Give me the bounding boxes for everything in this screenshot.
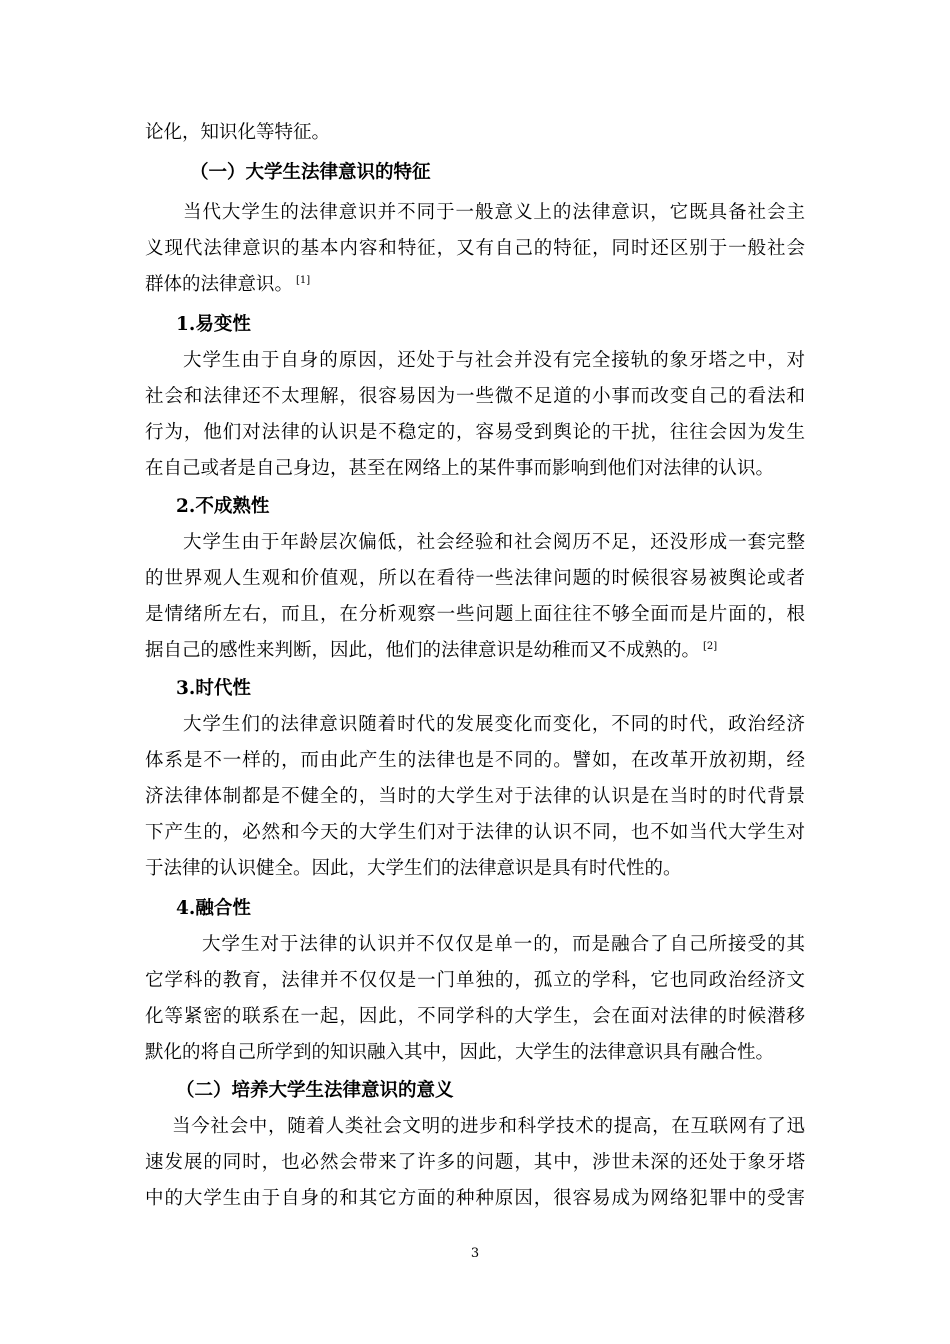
paragraph-line: 默化的将自己所学到的知识融入其中，因此，大学生的法律意识具有融合性。 [145,1042,775,1063]
paragraph-line: 大学生对于法律的认识并不仅仅是单一的，而是融合了自己所接受的其 [202,934,805,955]
paragraph-line: 体系是不一样的，而由此产生的法律也是不同的。譬如，在改革开放初期，经 [145,750,805,771]
paragraph-line: 在自己或者是自己身边，甚至在网络上的某件事而影响到他们对法律的认识。 [145,458,775,479]
paragraph-line: 行为，他们对法律的认识是不稳定的，容易受到舆论的干扰，往往会因为发生 [145,422,805,443]
page-number: 3 [470,1246,480,1261]
item-heading-3: 3.时代性 [176,678,251,699]
paragraph-line: 义现代法律意识的基本内容和特征，又有自己的特征，同时还区别于一般社会 [145,238,805,259]
item-heading-1: 1.易变性 [176,314,251,335]
paragraph-line: 中的大学生由于自身的和其它方面的种种原因，很容易成为网络犯罪中的受害 [145,1188,805,1209]
citation-ref: [2] [703,640,718,652]
paragraph-line: 下产生的，必然和今天的大学生们对于法律的认识不同，也不如当代大学生对 [145,822,805,843]
paragraph-line: 当今社会中，随着人类社会文明的进步和科学技术的提高，在互联网有了迅 [172,1116,805,1137]
paragraph-line: 它学科的教育，法律并不仅仅是一门单独的，孤立的学科，它也同政治经济文 [145,970,805,991]
paragraph-line: 于法律的认识健全。因此，大学生们的法律意识是具有时代性的。 [145,858,682,879]
item-heading-4: 4.融合性 [176,898,251,919]
paragraph-text: 据自己的感性来判断，因此，他们的法律意识是幼稚而又不成熟的。 [145,640,701,661]
paragraph-line: 社会和法律还不太理解，很容易因为一些微不足道的小事而改变自己的看法和 [145,386,805,407]
paragraph-line: 大学生由于年龄层次偏低，社会经验和社会阅历不足，还没形成一套完整 [183,532,805,553]
paragraph-text: 群体的法律意识。 [145,274,294,295]
paragraph-line: 大学生由于自身的原因，还处于与社会并没有完全接轨的象牙塔之中，对 [183,350,805,371]
paragraph-line: 化等紧密的联系在一起，因此，不同学科的大学生，会在面对法律的时候潜移 [145,1006,805,1027]
paragraph-line [145,636,805,666]
item-heading-2: 2.不成熟性 [176,496,270,517]
section-heading-1: （一）大学生法律意识的特征 [190,162,431,183]
intro-tail-line: 论化，知识化等特征。 [145,122,331,143]
paragraph-line [145,270,805,300]
paragraph-line: 大学生们的法律意识随着时代的发展变化而变化，不同的时代，政治经济 [183,714,805,735]
paragraph-line: 的世界观人生观和价值观，所以在看待一些法律问题的时候很容易被舆论或者 [145,568,805,589]
citation-ref: [1] [296,274,311,286]
paragraph-line: 当代大学生的法律意识并不同于一般意义上的法律意识，它既具备社会主 [183,202,805,223]
paragraph-line: 济法律体制都是不健全的，当时的大学生对于法律的认识是在当时的时代背景 [145,786,805,807]
section-heading-2: （二）培养大学生法律意识的意义 [176,1080,454,1101]
paragraph-line: 速发展的同时，也必然会带来了许多的问题，其中，涉世未深的还处于象牙塔 [145,1152,805,1173]
paragraph-line: 是情绪所左右，而且，在分析观察一些问题上面往往不够全面而是片面的，根 [145,604,805,625]
